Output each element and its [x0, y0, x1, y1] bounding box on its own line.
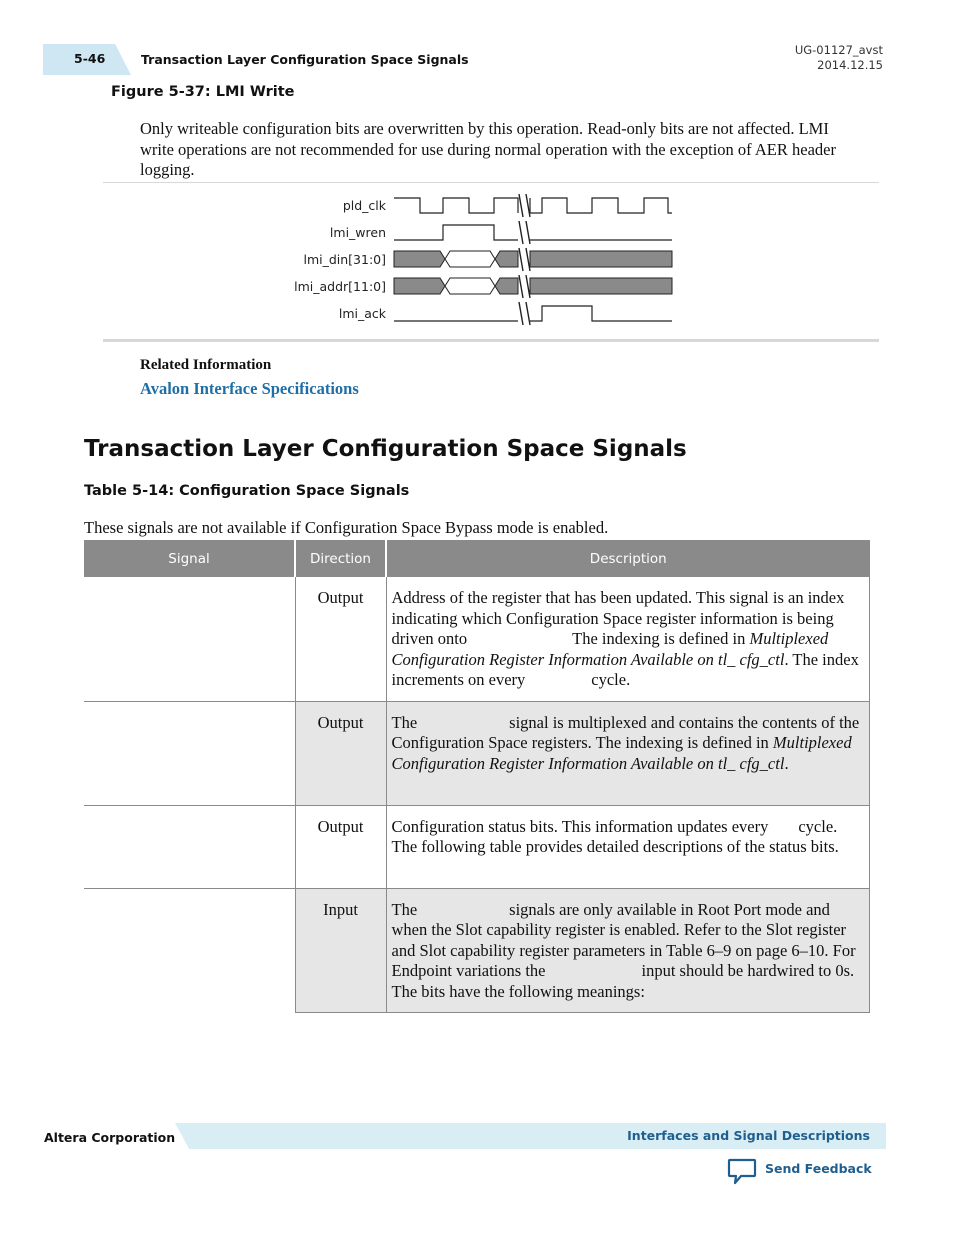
- desc-text: Address of the register that has been updated. This signal is an index indicating which Configuration Space register information is being driven onto: [391, 588, 845, 648]
- direction-cell: Output: [295, 577, 386, 701]
- desc-text: cycle.: [591, 670, 631, 689]
- time-break-marks: [519, 194, 530, 325]
- desc-reference: Multiplexed Configuration Register Information Available on tl_ cfg_ctl: [391, 733, 852, 773]
- signal-label-lmi-addr: lmi_addr[11:0]: [294, 279, 386, 294]
- signal-label-lmi-ack: lmi_ack: [338, 306, 386, 321]
- desc-text: .: [784, 753, 789, 773]
- pld-clk-trace: [394, 198, 518, 213]
- desc-text: input should be hardwired to 0s. The bits have the following meanings:: [391, 961, 855, 1001]
- figure-top-rule: [103, 182, 879, 183]
- table-row: [84, 888, 870, 1013]
- desc-text: . The index increments on every: [391, 649, 859, 689]
- desc-text: signal is multiplexed and contains the contents of the Configuration Space registers. The indexing is defined in: [391, 712, 860, 752]
- lmi-wren-trace: [394, 225, 518, 240]
- desc-text: The: [391, 899, 418, 919]
- page-number: 5-46: [74, 51, 106, 66]
- table-row: [84, 577, 870, 701]
- figure-description: Only writeable configuration bits are overwritten by this operation. Read-only bits are not affected. LMI write operations are not recommended for use during normal operation with the exception of AER header logging.: [140, 119, 836, 179]
- signal-cell: [84, 577, 295, 701]
- desc-text: signals are only available in Root Port mode and when the Slot capability register is enabled. Refer to the Slot register and Slot capability register parameters in Table 6–9 on page 6–10. For Endpoint variations the: [391, 899, 856, 980]
- header-direction: Direction: [295, 540, 386, 577]
- doc-id-block: [795, 43, 883, 73]
- description-cell: [386, 805, 870, 888]
- related-info-heading: Related Information: [140, 357, 272, 373]
- avalon-spec-link[interactable]: Avalon Interface Specifications: [140, 379, 359, 398]
- figure-title: Figure 5-37: LMI Write: [111, 84, 295, 100]
- description-cell: [386, 701, 870, 805]
- desc-text: The indexing is defined in: [572, 629, 746, 648]
- feedback-speech-bubble-icon[interactable]: [727, 1158, 757, 1186]
- footer-company: Altera Corporation: [44, 1130, 176, 1145]
- send-feedback-link[interactable]: Send Feedback: [765, 1161, 872, 1176]
- running-title: Transaction Layer Configuration Space Signals: [141, 52, 469, 67]
- table-note: These signals are not available if Configuration Space Bypass mode is enabled.: [84, 518, 609, 537]
- figure-bottom-rule: [103, 339, 879, 342]
- lmi-addr-trace: [394, 278, 672, 294]
- config-space-signals-table: [84, 540, 870, 1013]
- desc-text: Configuration status bits. This information updates every: [391, 816, 769, 836]
- direction-cell: Output: [295, 701, 386, 805]
- footer-chapter-link[interactable]: Interfaces and Signal Descriptions: [627, 1128, 870, 1143]
- desc-text: cycle. The following table provides detailed descriptions of the status bits.: [391, 816, 839, 856]
- desc-reference: Multiplexed Configuration Register Information Available on tl_ cfg_ctl: [391, 629, 829, 669]
- signal-cell: [84, 888, 295, 1013]
- description-cell: [386, 888, 870, 1013]
- table-row: [84, 701, 870, 805]
- desc-text: The: [391, 712, 418, 732]
- description-cell: [386, 577, 870, 701]
- table-row: [84, 805, 870, 888]
- signal-cell: [84, 805, 295, 888]
- doc-id: UG-01127_avst: [794, 43, 883, 57]
- signal-label-lmi-wren: lmi_wren: [329, 225, 386, 240]
- section-title: Transaction Layer Configuration Space Signals: [84, 436, 687, 462]
- header-signal: Signal: [84, 540, 295, 577]
- table-header-row: [84, 540, 870, 577]
- lmi-din-trace: [394, 251, 672, 267]
- direction-cell: Output: [295, 805, 386, 888]
- doc-date: 2014.12.15: [817, 58, 883, 72]
- lmi-write-waveform: [290, 190, 690, 330]
- header-description: Description: [386, 540, 870, 577]
- direction-cell: Input: [295, 888, 386, 1013]
- signal-label-lmi-din: lmi_din[31:0]: [303, 252, 386, 267]
- table-caption: Table 5-14: Configuration Space Signals: [84, 483, 410, 499]
- signal-label-pld-clk: pld_clk: [342, 198, 386, 213]
- signal-cell: [84, 701, 295, 805]
